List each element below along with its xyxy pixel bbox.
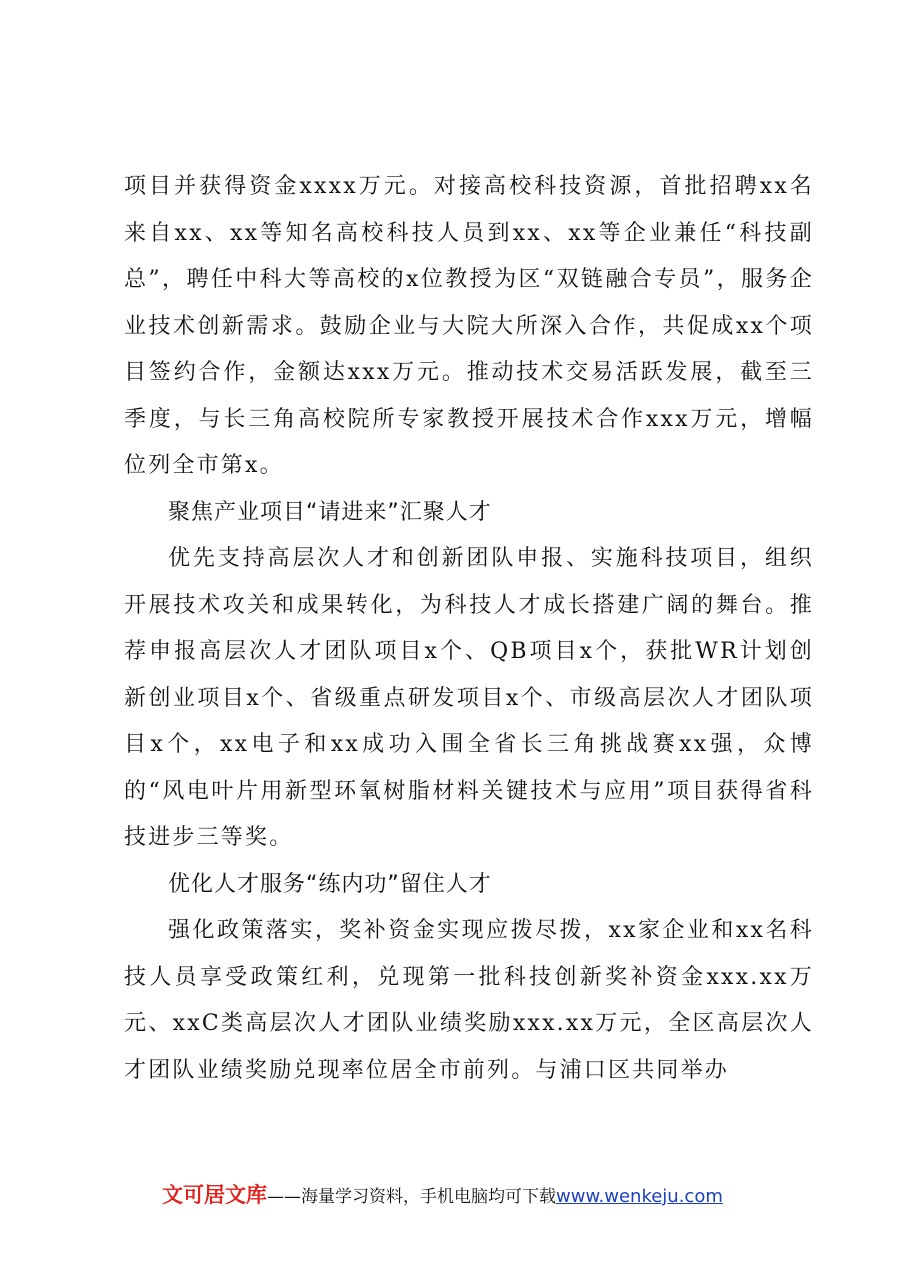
section-heading-projects: 聚焦产业项目“请进来”汇聚人才 (168, 499, 492, 525)
footer-tagline: ——海量学习资料，手机电脑均可下载 (267, 1187, 556, 1207)
footer-brand: 文可居文库 (162, 1183, 267, 1207)
section-heading-services: 优化人才服务“练内功”留住人才 (168, 871, 492, 897)
document-body (124, 164, 814, 1094)
paragraph-continued: 项目并获得资金xxxx万元。对接高校科技资源，首批招聘xx名来自xx、xx等知名高校科技人员到xx、xx等企业兼任“科技副总”，聘任中科大等高校的x位教授为区“双链融合专员”，服务企业技术创新需求。鼓励企业与大院大所深入合作，共促成xx个项目签约合作，金额达xxx万元。推动技术交易活跃发展，截至三季度，与长三角高校院所专家教授开展技术合作xxx万元，增幅位列全市第x。 (124, 174, 814, 478)
paragraph-projects: 优先支持高层次人才和创新团队申报、实施科技项目，组织开展技术攻关和成果转化，为科技人才成长搭建广阔的舞台。推荐申报高层次人才团队项目x个、QB项目x个，获批WR计划创新创业项目x个、省级重点研发项目x个、市级高层次人才团队项目x个，xx电子和xx成功入围全省长三角挑战赛xx强，众博的“风电叶片用新型环氧树脂材料关键技术与应用”项目获得省科技进步三等奖。 (124, 546, 814, 850)
footer-website-link[interactable]: www.wenkeju.com (556, 1186, 723, 1207)
paragraph-services: 强化政策落实，奖补资金实现应拨尽拨，xx家企业和xx名科技人员享受政策红利，兑现第一批科技创新奖补资金xxx.xx万元、xxC类高层次人才团队业绩奖励xxx.xx万元，全区高层次人才团队业绩奖励兑现率位居全市前列。与浦口区共同举办 (124, 918, 814, 1083)
footer-banner (162, 1180, 802, 1210)
